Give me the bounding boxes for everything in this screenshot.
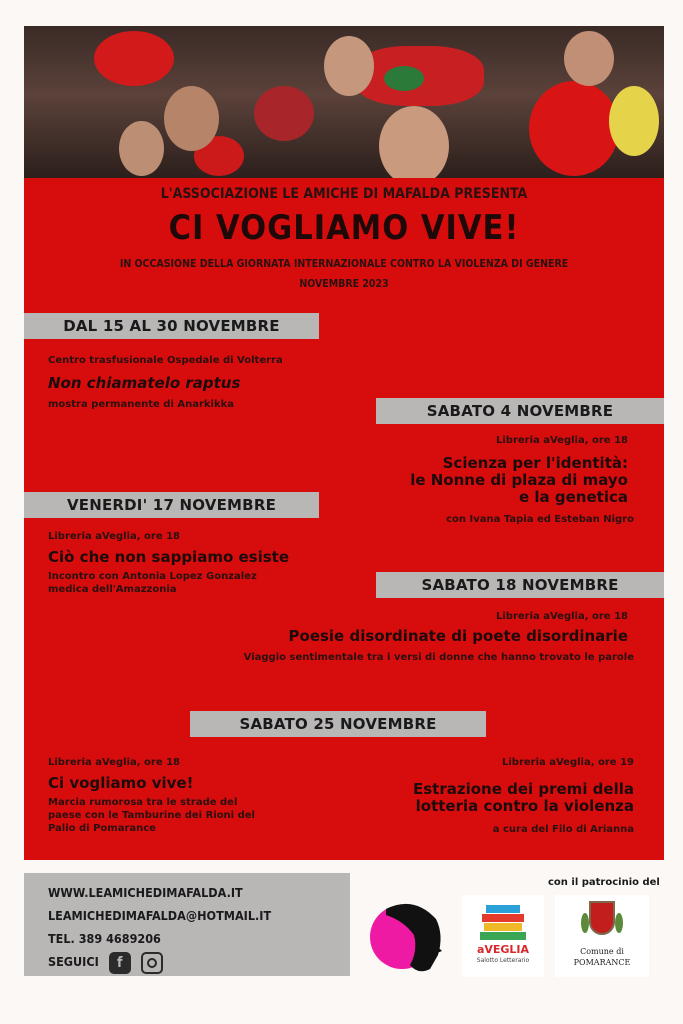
face-shape [379, 106, 449, 178]
website-link[interactable]: WWW.LEAMICHEDIMAFALDA.IT [48, 885, 243, 900]
event-4-date-band: SABATO 18 NOVEMBRE [376, 572, 664, 598]
event-2-desc: con Ivana Tapia ed Esteban Nigro [446, 514, 634, 525]
event-5-right-place: Libreria aVeglia, ore 19 [501, 757, 634, 768]
facebook-icon[interactable]: f [109, 952, 131, 974]
event-5-left-desc-line-3: Palio di Pomarance [48, 823, 156, 834]
event-2-date-band: SABATO 4 NOVEMBRE [376, 398, 664, 424]
comune-logo [555, 895, 649, 977]
red-scarf-shape [254, 86, 314, 141]
event-5-left-title: Ci vogliamo vive! [48, 774, 194, 792]
face-shape [119, 121, 164, 176]
header-photo [24, 26, 664, 178]
occasion-line: IN OCCASIONE DELLA GIORNATA INTERNAZIONALE CONTRO LA VIOLENZA DI GENERE [119, 258, 569, 270]
patronage-label: con il patrocinio del [548, 877, 660, 888]
coat-of-arms-icon [589, 901, 615, 935]
event-3-place: Libreria aVeglia, ore 18 [48, 531, 181, 542]
event-1-date-band: DAL 15 AL 30 NOVEMBRE [24, 313, 319, 339]
face-shape [164, 86, 219, 151]
event-1-desc: mostra permanente di Anarkikka [48, 399, 235, 410]
event-4-title: Poesie disordinate di poete disordinarie [288, 627, 628, 645]
event-3-title: Ciò che non sappiamo esiste [48, 548, 289, 566]
presenter-line: L'ASSOCIAZIONE LE AMICHE DI MAFALDA PRESENTA [160, 186, 528, 202]
event-5-left-place: Libreria aVeglia, ore 18 [48, 757, 181, 768]
face-shape [564, 31, 614, 86]
page-title: CI VOGLIAMO VIVE! [168, 208, 520, 248]
yellow-shirt-shape [609, 86, 659, 156]
event-2-title-line-3: e la genetica [519, 488, 628, 506]
event-3-desc-line-2: medica dell'Amazzonia [48, 584, 177, 595]
comune-line-1: Comune di [580, 947, 624, 956]
aveglia-subtitle: Salotto Letterario [476, 957, 530, 964]
event-5-left-desc-line-2: paese con le Tamburine dei Rioni del [48, 810, 255, 821]
poster-panel [24, 178, 664, 860]
mafalda-logo [366, 895, 446, 977]
green-scarf-shape [384, 66, 424, 91]
red-scarf-shape [94, 31, 174, 86]
event-5-left-desc-line-1: Marcia rumorosa tra le strade del [48, 797, 238, 808]
follow-label: SEGUICI [48, 954, 99, 969]
event-5-right-title-line-1: Estrazione dei premi della [412, 780, 634, 798]
red-scarf-shape [529, 81, 619, 176]
event-2-title-line-2: le Nonne di plaza di mayo [410, 471, 628, 489]
event-4-desc: Viaggio sentimentale tra i versi di donne che hanno trovato le parole [243, 652, 634, 663]
event-4-place: Libreria aVeglia, ore 18 [495, 611, 628, 622]
event-3-desc-line-1: Incontro con Antonia Lopez Gonzalez [48, 571, 257, 582]
event-2-place: Libreria aVeglia, ore 18 [495, 435, 628, 446]
event-1-place: Centro trasfusionale Ospedale di Volterra [48, 355, 283, 366]
email-link[interactable]: LEAMICHEDIMAFALDA@HOTMAIL.IT [48, 908, 272, 923]
event-1-title: Non chiamatelo raptus [48, 374, 241, 392]
face-shape [324, 36, 374, 96]
follow-row [48, 950, 350, 973]
event-3-date-band: VENERDI' 17 NOVEMBRE [24, 492, 319, 518]
comune-line-2: POMARANCE [573, 958, 631, 967]
contact-box [24, 873, 350, 976]
event-5-date-band: SABATO 25 NOVEMBRE [190, 711, 486, 737]
phone-number: TEL. 389 4689206 [48, 931, 161, 946]
event-5-right-title-line-2: lotteria contro la violenza [415, 797, 634, 815]
aveglia-name: aVEGLIA [476, 943, 530, 956]
month-line: NOVEMBRE 2023 [299, 278, 389, 290]
event-5-right-desc: a cura del Filo di Arianna [492, 824, 634, 835]
event-2-title-line-1: Scienza per l'identità: [442, 454, 628, 472]
aveglia-logo [462, 895, 544, 977]
instagram-icon[interactable] [141, 952, 163, 974]
